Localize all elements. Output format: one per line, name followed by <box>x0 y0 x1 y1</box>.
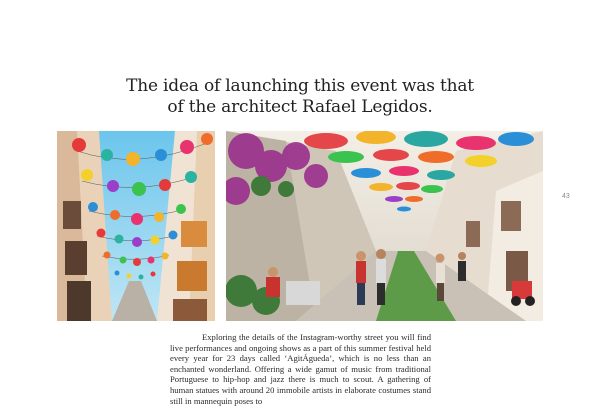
lantern-street-illustration <box>57 131 215 321</box>
lantern-street-photo <box>57 131 215 321</box>
pull-quote-line-1: The idea of launching this event was that <box>126 76 474 96</box>
umbrella-street-illustration <box>226 131 543 321</box>
pull-quote-line-2: of the architect Rafael Legidos. <box>167 97 433 117</box>
pull-quote <box>120 76 480 118</box>
article-body-paragraph: Exploring the details of the Instagram-worthy street you will find live performances and ongoing shows as a part of this summer festival held every year for 23 days called ‘AgitÁgueda’, which is no less than an enchanted wonderland. Offering a wide gamut of music from traditional Portuguese to hip-hop and jazz there is much to scout. A gathering of human statues with around 20 immobile artists in elaborate costumes stand still in mannequin poses to <box>170 332 431 406</box>
umbrella-street-photo <box>226 131 543 321</box>
page-number: 43 <box>562 193 570 200</box>
